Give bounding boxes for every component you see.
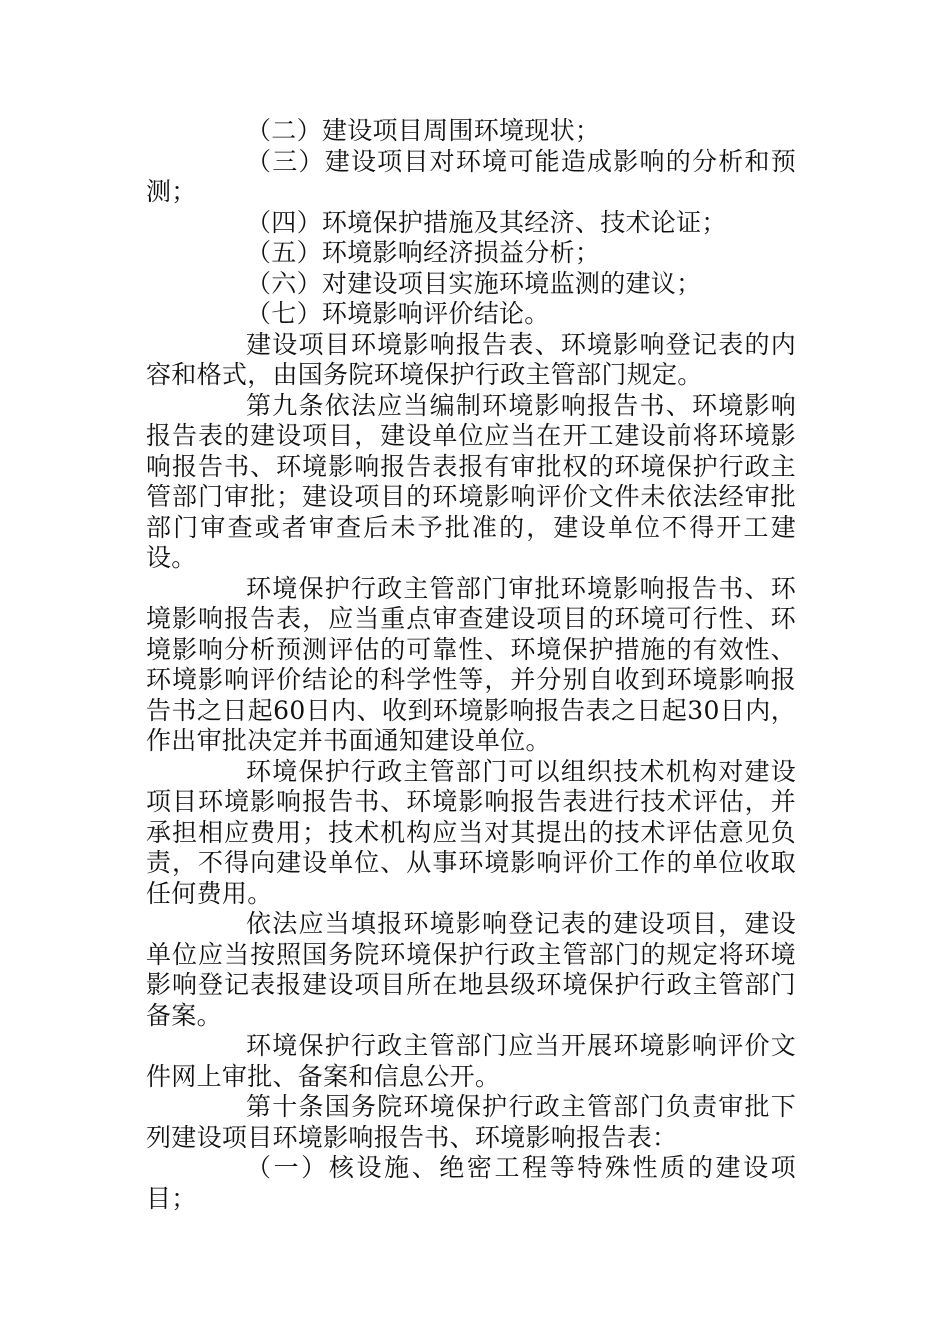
- article-9-paragraph: 第九条依法应当编制环境影响报告书、环境影响报告表的建设项目，建设单位应当在开工建设前将环境影响报告书、环境影响报告表报有审批权的环境保护行政主管部门审批；建设项目的环境影响评价文件未依法经审批部门审查或者审查后未予批准的，建设单位不得开工建设。: [146, 390, 796, 572]
- list-item-7: （七）环境影响评价结论。: [246, 299, 550, 328]
- article-10-paragraph: 第十条国务院环境保护行政主管部门负责审批下列建设项目环境影响报告书、环境影响报告表：: [146, 1092, 796, 1152]
- list-item-4: （四）环境保护措施及其经济、技术论证；: [246, 207, 727, 237]
- paragraph-report-format: 建设项目环境影响报告表、环境影响登记表的内容和格式，由国务院环境保护行政主管部门规定。: [146, 329, 796, 389]
- list-item-1: （一）核设施、绝密工程等特殊性质的建设项目；: [146, 1153, 796, 1213]
- document-page: [146, 116, 796, 1214]
- paragraph-registration-filing: 依法应当填报环境影响登记表的建设项目，建设单位应当按照国务院环境保护行政主管部门的规定将环境影响登记表报建设项目所在地县级环境保护行政主管部门备案。: [146, 909, 796, 1030]
- paragraph-technical-evaluation: 环境保护行政主管部门可以组织技术机构对建设项目环境影响报告书、环境影响报告表进行技术评估，并承担相应费用；技术机构应当对其提出的技术评估意见负责，不得向建设单位、从事环境影响评价工作的单位收取任何费用。: [146, 756, 796, 908]
- paragraph-online-approval: 环境保护行政主管部门应当开展环境影响评价文件网上审批、备案和信息公开。: [146, 1031, 796, 1091]
- list-item-3: （三）建设项目对环境可能造成影响的分析和预测；: [146, 146, 796, 206]
- list-item-2: （二）建设项目周围环境现状；: [246, 116, 601, 145]
- list-item-6: （六）对建设项目实施环境监测的建议；: [246, 268, 702, 298]
- paragraph-review-requirements: 环境保护行政主管部门审批环境影响报告书、环境影响报告表，应当重点审查建设项目的环境可行性、环境影响分析预测评估的可靠性、环境保护措施的有效性、环境影响评价结论的科学性等，并分别自收到环境影响报告书之日起60日内、收到环境影响报告表之日起30日内，作出审批决定并书面通知建设单位。: [146, 573, 796, 755]
- list-item-5: （五）环境影响经济损益分析；: [246, 238, 601, 267]
